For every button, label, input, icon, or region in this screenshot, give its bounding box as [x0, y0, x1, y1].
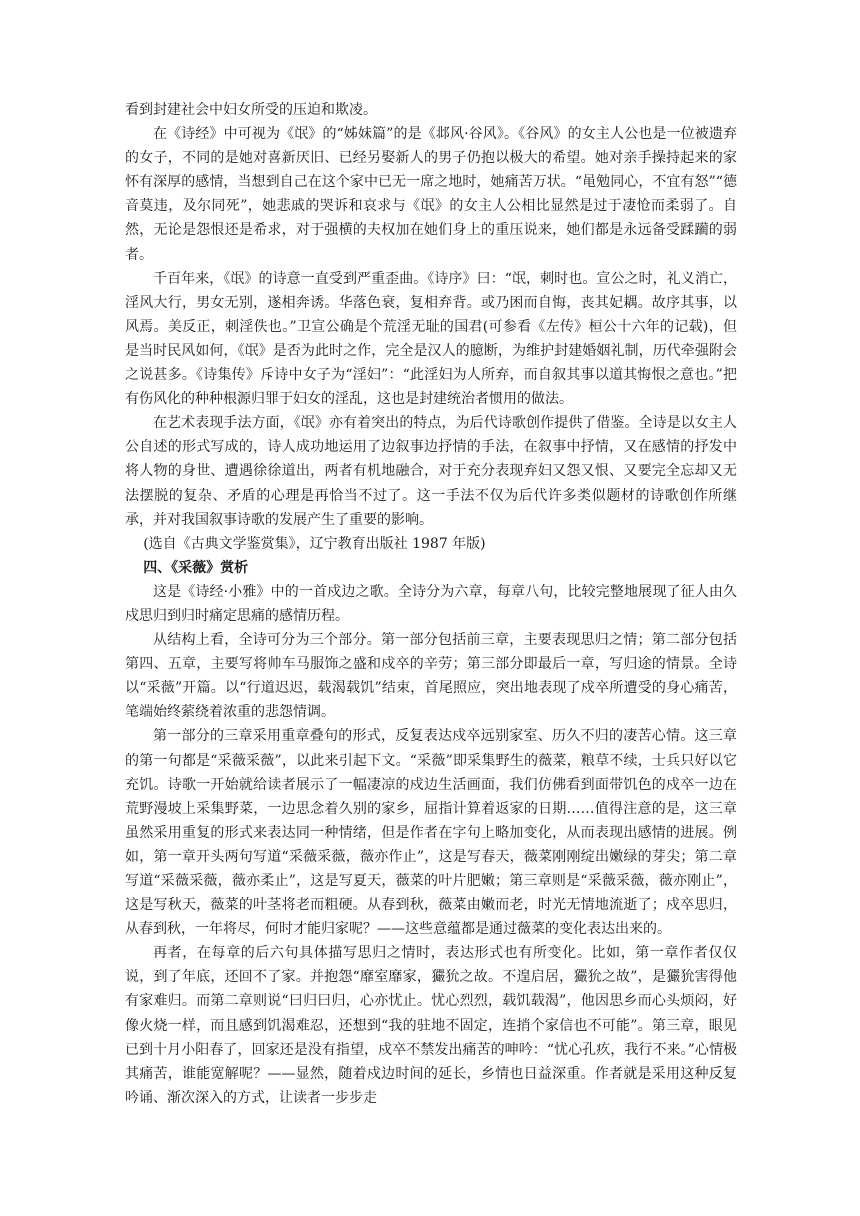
paragraph: 在艺术表现手法方面，《氓》亦有着突出的特点，为后代诗歌创作提供了借鉴。全诗是以女主人公自述的形式写成的，诗人成功地运用了边叙事边抒情的手法，在叙事中抒情，又在感情的抒发中将人物的身世、遭遇徐徐道出，两者有机地融合，对于充分表现弃妇又怨又恨、又要完全忘却又无法摆脱的复杂、矛盾的心理是再恰当不过了。这一手法不仅为后代许多类似题材的诗歌创作所继承，并对我国叙事诗歌的发展产生了重要的影响。 [125, 415, 737, 528]
section-heading: 四、《采薇》赏析 [143, 559, 249, 576]
paragraph: 千百年来，《氓》的诗意一直受到严重歪曲。《诗序》曰：“氓，刺时也。宣公之时，礼义消亡，淫风大行，男女无别，遂相奔诱。华落色衰，复相弃背。或乃困而自悔，丧其妃耦。故序其事，以风焉。美反正，刺淫佚也。”卫宣公确是个荒淫无耻的国君(可参看《左传》桓公十六年的记载)，但是当时民风如何，《氓》是否为此时之作，完全是汉人的臆断，为维护封建婚姻礼制，历代牵强附会之说甚多。《诗集传》斥诗中女子为“淫妇”：“此淫妇为人所弃，而自叙其事以道其悔恨之意也。”把有伤风化的种种根源归罪于妇女的淫乱，这也是封建统治者惯用的做法。 [125, 270, 737, 408]
document-page [125, 98, 737, 1110]
paragraph: 从结构上看，全诗可分为三个部分。第一部分包括前三章，主要表现思归之情；第二部分包括第四、五章，主要写将帅车马服饰之盛和戍卒的辛劳；第三部分即最后一章，写归途的情景。全诗以“采薇”开篇。以“行道迟迟，载渴载饥”结束，首尾照应，突出地表现了戍卒所遭受的身心痛苦，笔端始终萦绕着浓重的悲怨情调。 [125, 632, 737, 721]
source-citation: (选自《古典文学鉴赏集》，辽宁教育出版社 1987 年版) [143, 535, 486, 552]
paragraph-continued: 看到封建社会中妇女所受的压迫和欺凌。 [125, 102, 377, 118]
paragraph: 再者，在每章的后六句具体描写思归之情时，表达形式也有所变化。比如，第一章作者仅仅说，到了年底，还回不了家。并抱怨“靡室靡家，玁狁之故。不遑启居，玁狁之故”，是玁狁害得他有家难归。而第二章则说“曰归曰归，心亦忧止。忧心烈烈，载饥载渴”，他因思乡而心头烦闷，好像火烧一样，而且感到饥渴难忍，还想到“我的驻地不固定，连捎个家信也不可能”。第三章，眼见已到十月小阳春了，回家还是没有指望，戍卒不禁发出痛苦的呻吟：“忧心孔疚，我行不来。”心情极其痛苦，谁能宽解呢？——显然，随着戍边时间的延长，乡情也日益深重。作者就是采用这种反复吟诵、渐次深入的方式，让读者一步步走 [125, 945, 737, 1106]
paragraph: 在《诗经》中可视为《氓》的“姊妹篇”的是《邶风·谷风》。《谷风》的女主人公也是一位被遗弃的女子，不同的是她对喜新厌旧、已经另娶新人的男子仍抱以极大的希望。她对亲手操持起来的家怀有深厚的感情，当想到自己在这个家中已无一席之地时，她痛苦万状。“黾勉同心，不宜有怒”“德音莫违，及尔同死”，她悲戚的哭诉和哀求与《氓》的女主人公相比显然是过于凄怆而柔弱了。自然，无论是怨恨还是希求，对于强横的夫权加在她们身上的重压说来，她们都是永远备受蹂躏的弱者。 [125, 126, 737, 263]
paragraph: 第一部分的三章采用重章叠句的形式，反复表达戍卒远别家室、历久不归的凄苦心情。这三章的第一句都是“采薇采薇”，以此来引起下文。“采薇”即采集野生的薇菜，粮草不续，士兵只好以它充饥。诗歌一开始就给读者展示了一幅凄凉的戍边生活画面，我们仿佛看到面带饥色的戍卒一边在荒野漫坡上采集野菜，一边思念着久别的家乡，屈指计算着返家的日期……值得注意的是，这三章虽然采用重复的形式来表达同一种情绪，但是作者在字句上略加变化，从而表现出感情的进展。例如，第一章开头两句写道“采薇采薇，薇亦作止”，这是写春天，薇菜刚刚绽出嫩绿的芽尖；第二章写道“采薇采薇，薇亦柔止”，这是写夏天，薇菜的叶片肥嫩；第三章则是“采薇采薇，薇亦刚止”，这是写秋天，薇菜的叶茎将老而粗硬。从春到秋，薇菜由嫩而老，时光无情地流逝了；戍卒思归，从春到秋，一年将尽，何时才能归家呢？——这些意蕴都是通过薇菜的变化表达出来的。 [125, 728, 737, 938]
paragraph: 这是《诗经·小雅》中的一首戍边之歌。全诗分为六章，每章八句，比较完整地展现了征人由久戍思归到归时痛定思痛的感情历程。 [125, 583, 737, 624]
